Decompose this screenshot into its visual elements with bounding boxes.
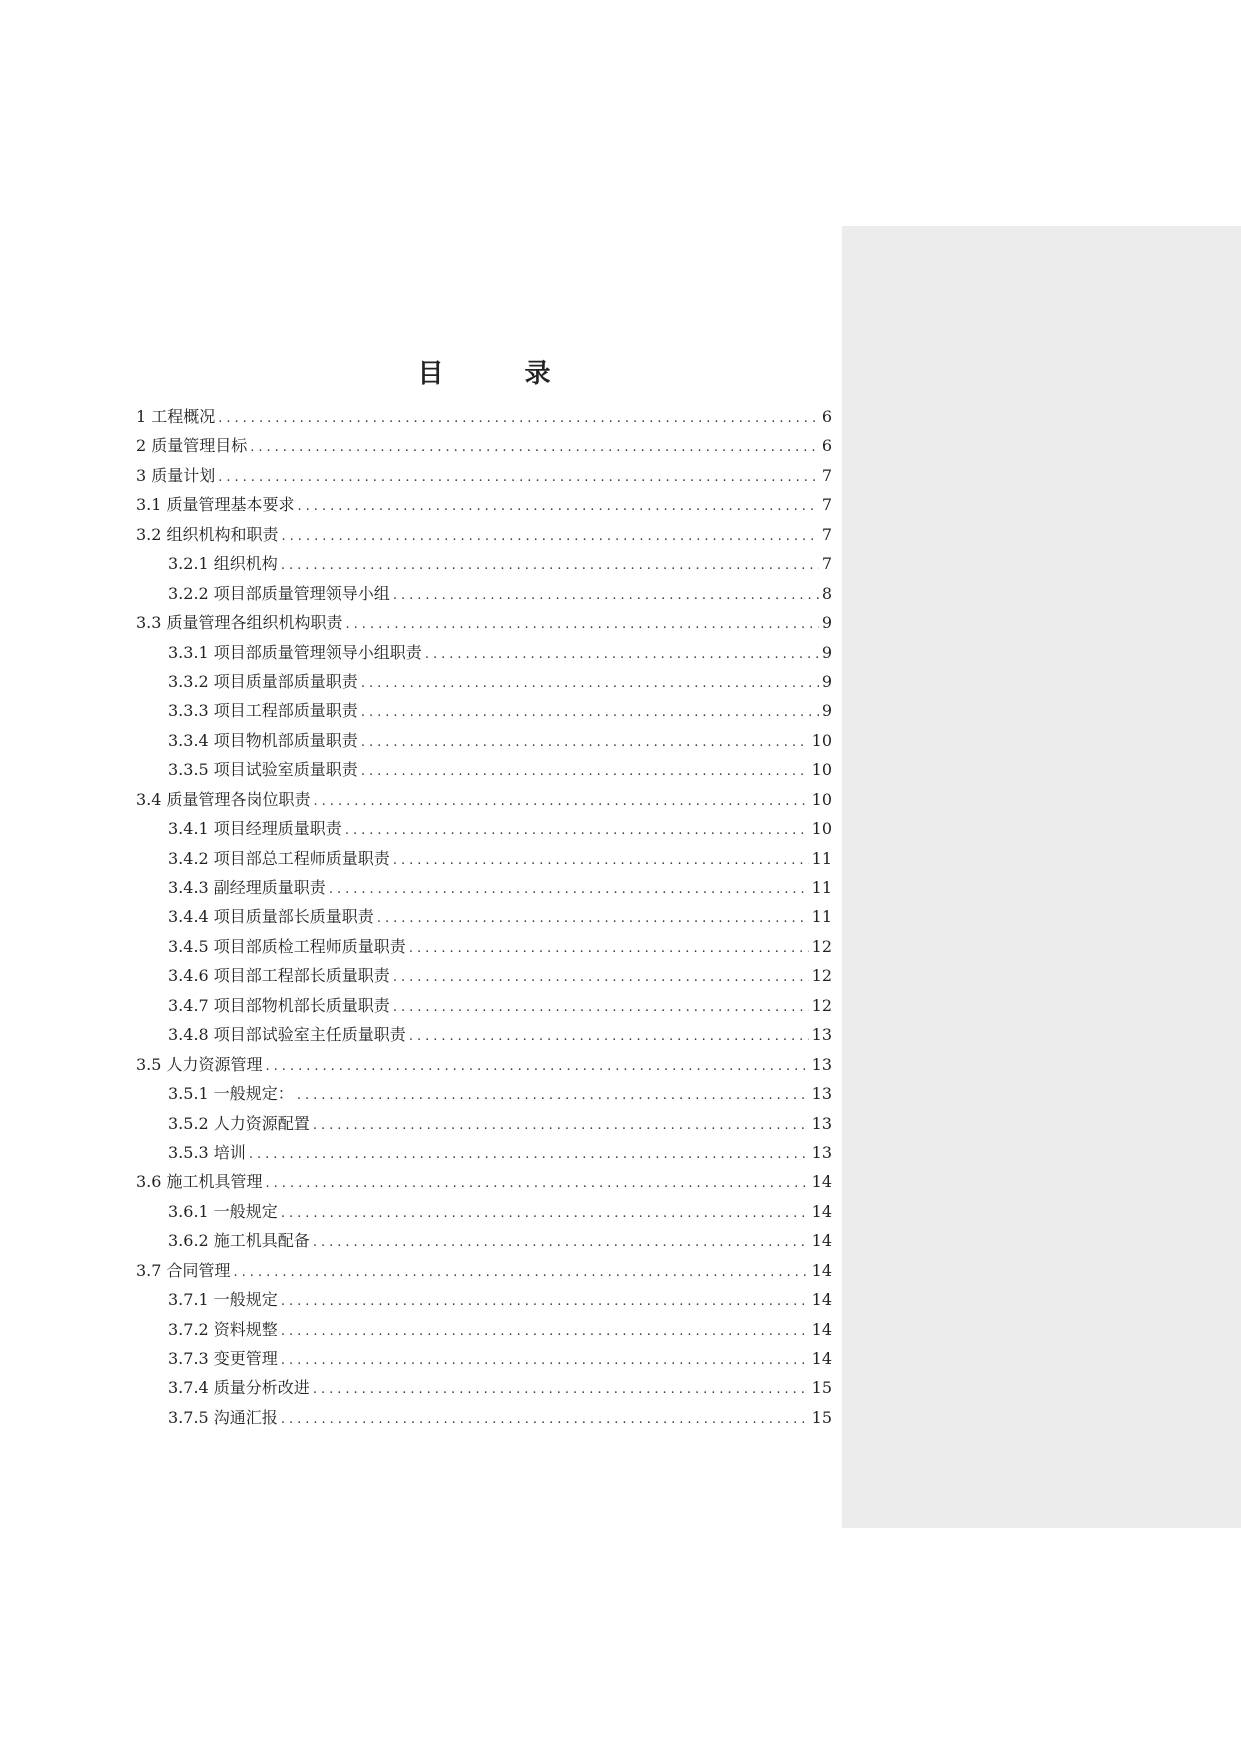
toc-entry-label: 3.4.4 项目质量部长质量职责: [168, 907, 374, 927]
toc-dot-leader: [282, 522, 819, 551]
table-of-contents: [136, 354, 832, 1432]
toc-entry[interactable]: [136, 961, 832, 990]
toc-entry-label: 3.7.5 沟通汇报: [168, 1407, 278, 1427]
toc-dot-leader: [281, 1346, 809, 1375]
toc-entry-label: 3.4.8 项目部试验室主任质量职责: [168, 1025, 406, 1045]
toc-entry-page-number: 13: [811, 1113, 832, 1133]
toc-entry-label: 3.7.3 变更管理: [168, 1349, 278, 1368]
toc-dot-leader: [298, 492, 819, 521]
toc-entry-page-number: 7: [821, 554, 832, 574]
toc-entry-label: 3.2.2 项目部质量管理领导小组: [168, 583, 390, 603]
toc-dot-leader: [281, 551, 819, 580]
toc-entry-label: 3.4.3 副经理质量职责: [168, 878, 326, 897]
toc-entry-label: 3.5.1 一般规定：: [168, 1084, 294, 1104]
toc-entry-label: 3.4.6 项目部工程部长质量职责: [168, 966, 390, 986]
toc-entry-label: 3 质量计划: [136, 465, 216, 485]
toc-entry-label: 3.3.1 项目部质量管理领导小组职责: [168, 642, 422, 662]
toc-entry-label: 3.4.2 项目部总工程师质量职责: [168, 848, 390, 868]
toc-dot-leader: [329, 875, 809, 904]
toc-entry-page-number: 9: [821, 671, 832, 691]
toc-entry-page-number: 7: [821, 524, 832, 544]
toc-entry[interactable]: [136, 638, 832, 667]
toc-entry-label: 3.4.7 项目部物机部长质量职责: [168, 995, 390, 1015]
toc-entry-page-number: 14: [811, 1260, 832, 1280]
toc-entry[interactable]: [136, 1344, 832, 1373]
toc-dot-leader: [346, 610, 819, 639]
toc-entry[interactable]: [136, 608, 832, 637]
toc-dot-leader: [409, 934, 809, 963]
toc-entry-page-number: 12: [811, 966, 832, 986]
toc-entry-page-number: 11: [811, 878, 832, 897]
toc-entry-page-number: 11: [811, 848, 832, 868]
toc-entry-page-number: 14: [811, 1201, 832, 1221]
toc-entry-page-number: 9: [821, 642, 832, 662]
toc-dot-leader: [313, 1111, 809, 1140]
toc-entry[interactable]: [136, 402, 832, 431]
toc-dot-leader: [425, 640, 819, 669]
toc-entry[interactable]: [136, 785, 832, 814]
toc-entry-label: 3.3 质量管理各组织机构职责: [136, 613, 343, 633]
toc-title: 目 录: [417, 359, 587, 389]
toc-entry-label: 3.3.4 项目物机部质量职责: [168, 730, 358, 750]
toc-entry-label: 3.4.5 项目部质检工程师质量职责: [168, 936, 406, 956]
toc-entry[interactable]: [136, 844, 832, 873]
toc-entry-page-number: 6: [821, 407, 832, 426]
toc-entry[interactable]: [136, 461, 832, 490]
toc-dot-leader: [218, 463, 819, 492]
toc-entry-page-number: 14: [811, 1349, 832, 1368]
toc-entry-label: 3.1 质量管理基本要求: [136, 495, 295, 515]
toc-dot-leader: [393, 993, 809, 1022]
toc-entry-label: 3.5.2 人力资源配置: [168, 1113, 310, 1133]
toc-entry-label: 3.3.2 项目质量部质量职责: [168, 671, 358, 691]
toc-entry-label: 1 工程概况: [136, 407, 216, 426]
toc-dot-leader: [345, 816, 809, 845]
toc-entry-page-number: 10: [811, 819, 832, 839]
toc-dot-leader: [266, 1052, 809, 1081]
toc-entry-label: 3.3.5 项目试验室质量职责: [168, 760, 358, 780]
toc-entry[interactable]: [136, 1256, 832, 1285]
toc-entry[interactable]: [136, 902, 832, 931]
toc-dot-leader: [313, 1228, 809, 1257]
toc-dot-leader: [409, 1022, 809, 1051]
toc-entry[interactable]: [136, 1226, 832, 1255]
toc-entry[interactable]: [136, 1315, 832, 1344]
toc-dot-leader: [297, 1081, 809, 1110]
toc-entry-page-number: 12: [811, 936, 832, 956]
toc-entry[interactable]: [136, 549, 832, 578]
toc-entry[interactable]: [136, 755, 832, 784]
toc-dot-leader: [393, 581, 819, 610]
toc-entry-label: 3.2.1 组织机构: [168, 554, 278, 574]
toc-entry-page-number: 10: [811, 789, 832, 809]
toc-entry-label: 2 质量管理目标: [136, 436, 248, 456]
toc-dot-leader: [314, 787, 809, 816]
toc-dot-leader: [361, 757, 809, 786]
toc-entry[interactable]: [136, 1020, 832, 1049]
toc-list: [136, 402, 832, 1432]
toc-dot-leader: [393, 846, 809, 875]
toc-entry-page-number: 12: [811, 995, 832, 1015]
toc-entry[interactable]: [136, 1403, 832, 1432]
toc-dot-leader: [266, 1169, 809, 1198]
toc-dot-leader: [361, 669, 819, 698]
toc-entry-page-number: 11: [811, 907, 832, 927]
toc-entry[interactable]: [136, 1138, 832, 1167]
toc-dot-leader: [361, 698, 819, 727]
toc-dot-leader: [250, 433, 819, 462]
comment-pane: [842, 226, 1241, 1528]
toc-dot-leader: [281, 1317, 809, 1346]
toc-entry-page-number: 13: [811, 1025, 832, 1045]
toc-entry-label: 3.4.1 项目经理质量职责: [168, 819, 342, 839]
toc-entry-label: 3.2 组织机构和职责: [136, 524, 279, 544]
toc-entry-label: 3.5 人力资源管理: [136, 1054, 263, 1074]
toc-entry-page-number: 13: [811, 1054, 832, 1074]
toc-dot-leader: [281, 1405, 809, 1434]
toc-dot-leader: [377, 904, 809, 933]
toc-dot-leader: [234, 1258, 809, 1287]
toc-entry[interactable]: [136, 490, 832, 519]
toc-entry[interactable]: [136, 726, 832, 755]
toc-entry-page-number: 9: [821, 701, 832, 721]
toc-dot-leader: [393, 963, 809, 992]
toc-entry[interactable]: [136, 520, 832, 549]
toc-entry[interactable]: [136, 873, 832, 902]
toc-entry[interactable]: [136, 579, 832, 608]
toc-entry-page-number: 10: [811, 760, 832, 780]
toc-entry[interactable]: [136, 667, 832, 696]
toc-dot-leader: [281, 1199, 809, 1228]
toc-entry[interactable]: [136, 696, 832, 725]
toc-entry-label: 3.3.3 项目工程部质量职责: [168, 701, 358, 721]
toc-entry[interactable]: [136, 814, 832, 843]
toc-entry[interactable]: [136, 932, 832, 961]
toc-entry-page-number: 14: [811, 1172, 832, 1192]
toc-dot-leader: [218, 404, 819, 433]
toc-entry-label: 3.7 合同管理: [136, 1260, 231, 1280]
toc-entry[interactable]: [136, 1079, 832, 1108]
toc-entry[interactable]: [136, 1373, 832, 1402]
toc-entry[interactable]: [136, 991, 832, 1020]
toc-entry-label: 3.5.3 培训: [168, 1142, 246, 1162]
toc-entry-label: 3.6.2 施工机具配备: [168, 1231, 310, 1251]
toc-entry[interactable]: [136, 1109, 832, 1138]
toc-entry-page-number: 14: [811, 1231, 832, 1251]
toc-entry-label: 3.7.4 质量分析改进: [168, 1378, 310, 1398]
toc-entry[interactable]: [136, 1285, 832, 1314]
toc-dot-leader: [361, 728, 809, 757]
toc-entry-page-number: 7: [821, 465, 832, 485]
toc-dot-leader: [249, 1140, 809, 1169]
toc-entry-label: 3.6.1 一般规定: [168, 1201, 278, 1221]
toc-entry-page-number: 9: [821, 613, 832, 633]
toc-entry[interactable]: [136, 1197, 832, 1226]
toc-dot-leader: [313, 1375, 809, 1404]
toc-entry[interactable]: [136, 431, 832, 460]
toc-entry-page-number: 15: [811, 1407, 832, 1427]
toc-entry-page-number: 8: [821, 583, 832, 603]
toc-entry[interactable]: [136, 1050, 832, 1079]
toc-entry-page-number: 13: [811, 1084, 832, 1104]
toc-entry-label: 3.7.1 一般规定: [168, 1290, 278, 1310]
toc-entry-label: 3.6 施工机具管理: [136, 1172, 263, 1192]
toc-entry-page-number: 6: [821, 436, 832, 456]
toc-dot-leader: [281, 1287, 809, 1316]
toc-entry[interactable]: [136, 1167, 832, 1196]
toc-entry-page-number: 15: [811, 1378, 832, 1398]
toc-entry-page-number: 7: [821, 495, 832, 515]
toc-entry-page-number: 14: [811, 1290, 832, 1310]
toc-entry-page-number: 10: [811, 730, 832, 750]
toc-entry-page-number: 13: [811, 1142, 832, 1162]
toc-entry-page-number: 14: [811, 1319, 832, 1339]
toc-entry-label: 3.7.2 资料规整: [168, 1319, 278, 1339]
toc-entry-label: 3.4 质量管理各岗位职责: [136, 789, 311, 809]
